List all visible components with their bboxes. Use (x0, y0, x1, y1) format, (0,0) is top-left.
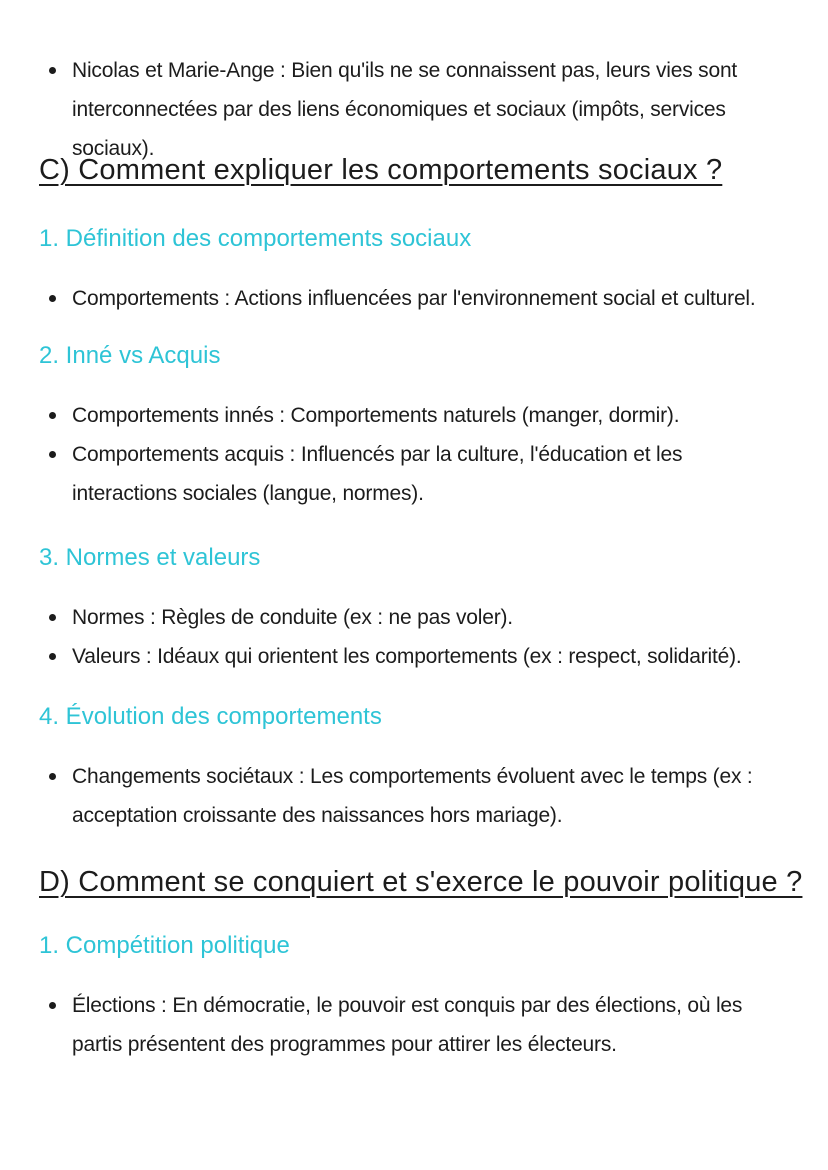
subsection-c2-list (0, 396, 828, 513)
list-item (0, 986, 828, 1064)
list-item-text: Valeurs : Idéaux qui orientent les comportements (ex : respect, solidarité). (72, 645, 742, 668)
list-item (0, 637, 828, 676)
subsection-title-c2: 2. Inné vs Acquis (39, 342, 221, 369)
list-item (0, 757, 828, 835)
subsection-d1-list (0, 986, 828, 1064)
bullet-icon (49, 67, 56, 74)
subsection-title-d1: 1. Compétition politique (39, 932, 290, 959)
list-item (0, 51, 828, 168)
bullet-icon (49, 653, 56, 660)
section-title-c: C) Comment expliquer les comportements sociaux ? (39, 154, 723, 186)
list-item-text: Comportements innés : Comportements naturels (manger, dormir). (72, 404, 680, 427)
subsection-c4-list (0, 757, 828, 835)
list-item (0, 279, 828, 318)
bullet-icon (49, 773, 56, 780)
list-item (0, 396, 828, 435)
subsection-c1-list (0, 279, 828, 318)
bullet-icon (49, 412, 56, 419)
list-item-text: Normes : Règles de conduite (ex : ne pas voler). (72, 606, 513, 629)
subsection-title-c1: 1. Définition des comportements sociaux (39, 225, 472, 252)
bullet-icon (49, 295, 56, 302)
intro-list (0, 51, 828, 168)
section-title-d: D) Comment se conquiert et s'exerce le pouvoir politique ? (39, 866, 803, 898)
list-item-text: Comportements : Actions influencées par l'environnement social et culturel. (72, 287, 756, 310)
subsection-c3-list (0, 598, 828, 676)
list-item-text: Nicolas et Marie-Ange : Bien qu'ils ne se connaissent pas, leurs vies sont interconnectées par des liens économiques et sociaux (impôts, services sociaux). (72, 59, 738, 160)
list-item (0, 598, 828, 637)
list-item-text: Élections : En démocratie, le pouvoir est conquis par des élections, où les partis présentent des programmes pour attirer les électeurs. (72, 994, 743, 1056)
subsection-title-c4: 4. Évolution des comportements (39, 703, 382, 730)
list-item-text: Changements sociétaux : Les comportements évoluent avec le temps (ex : acceptation croissante des naissances hors mariage). (72, 765, 753, 827)
list-item-text: Comportements acquis : Influencés par la culture, l'éducation et les interactions sociales (langue, normes). (72, 443, 683, 505)
bullet-icon (49, 1002, 56, 1009)
bullet-icon (49, 614, 56, 621)
list-item (0, 435, 828, 513)
subsection-title-c3: 3. Normes et valeurs (39, 544, 261, 571)
bullet-icon (49, 451, 56, 458)
